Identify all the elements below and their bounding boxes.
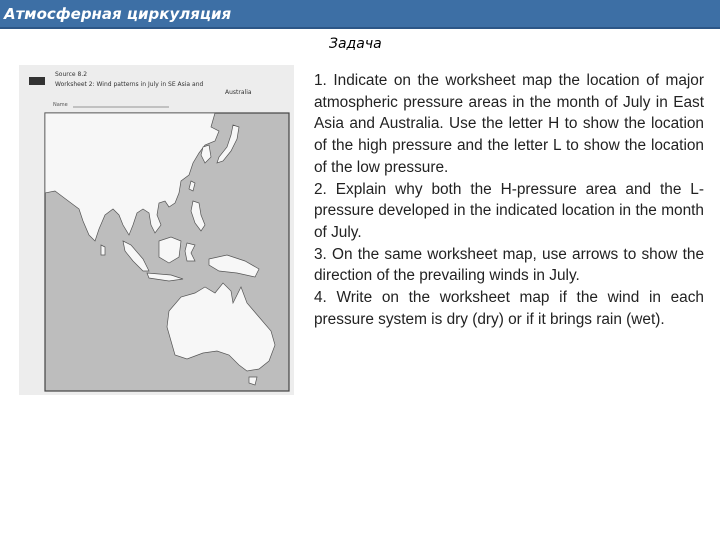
worksheet-heading-line1: Worksheet 2: Wind patterns in July in SE Asia and: [55, 81, 204, 88]
worksheet-name-label: Name: [53, 102, 68, 108]
header-black-bar: [29, 77, 45, 85]
sri-lanka-island: [101, 245, 105, 255]
slide-title: Атмосферная циркуляция: [4, 5, 232, 23]
worksheet-map-image: [19, 65, 294, 395]
task-item-2: 2. Explain why both the H-pressure area and the L-pressure developed in the indicated location in the month of July.: [314, 180, 704, 241]
task-instructions: [314, 70, 704, 330]
task-item-3: 3. On the same worksheet map, use arrows to show the direction of the prevailing winds in July.: [314, 245, 704, 285]
slide-subtitle: Задача: [329, 36, 382, 52]
worksheet-map-drawing: [19, 65, 294, 395]
title-bar: [0, 0, 720, 29]
worksheet-source-label: Source 8.2: [55, 71, 88, 78]
task-item-4: 4. Write on the worksheet map if the wind in each pressure system is dry (dry) or if it brings rain (wet).: [314, 289, 704, 328]
worksheet-heading-line2: Australia: [225, 89, 252, 96]
task-item-1: 1. Indicate on the worksheet map the location of major atmospheric pressure areas in the month of July in East Asia and Australia. Use the letter H to show the location of the high pressure and the letter L to show the location of the low pressure.: [314, 72, 704, 176]
